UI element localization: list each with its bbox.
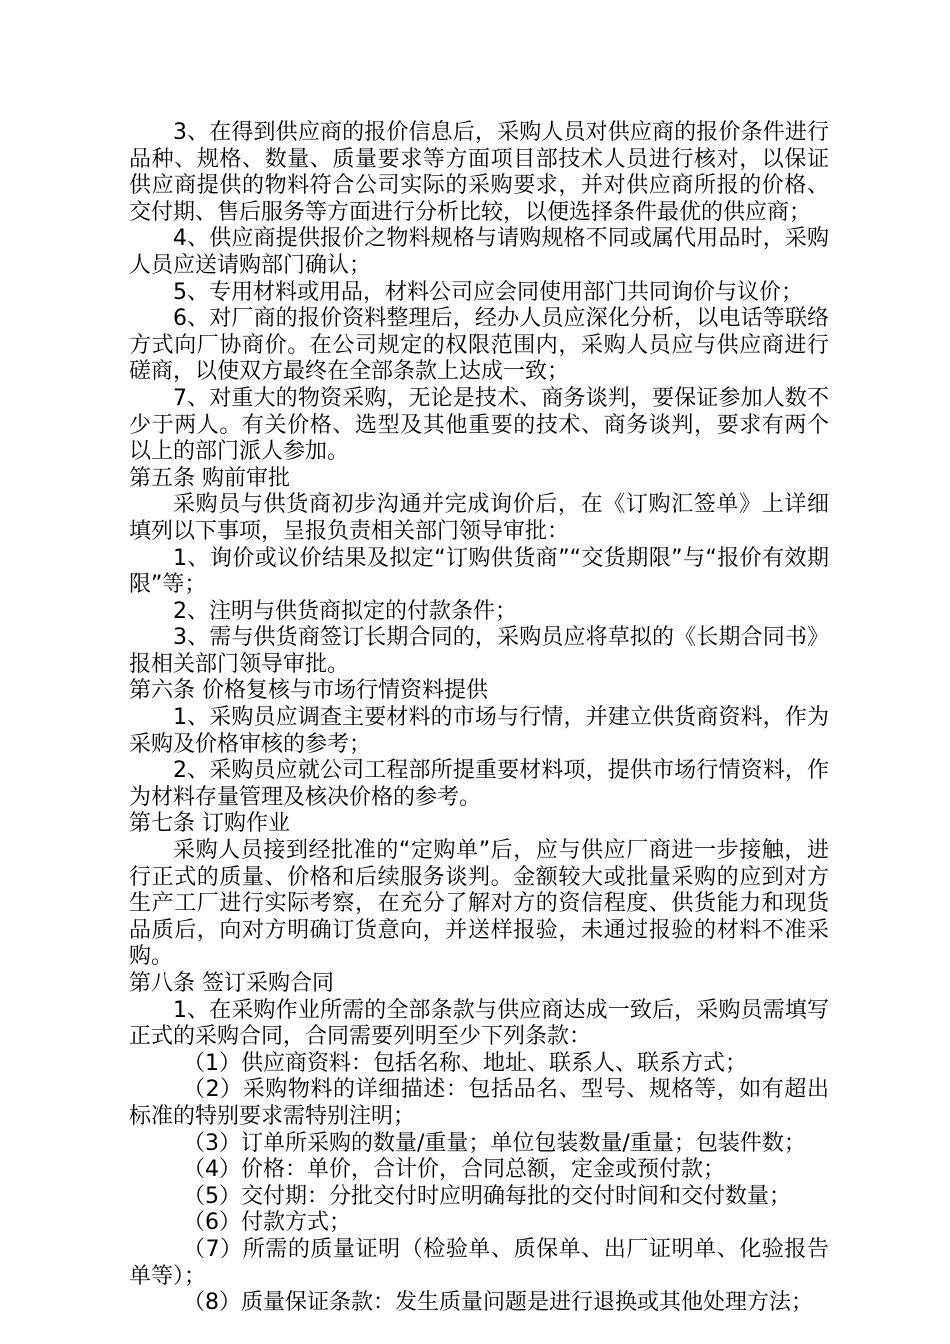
- paragraph-5-special-materials: 5、专用材料或用品，材料公司应会同使用部门共同询价与议价；: [173, 279, 803, 305]
- article-5-item-2: 2、注明与供货商拟定的付款条件；: [173, 598, 517, 624]
- paragraph-7-major-purchase: 7、对重大的物资采购，无论是技术、商务谈判，要保证参加人数不少于两人。有关价格、选型及其他重要的技术、商务谈判，要求有两个以上的部门派人参加。: [129, 385, 829, 465]
- contract-term-4: （4）价格：单价，合计价，合同总额，定金或预付款；: [183, 1157, 725, 1183]
- article-5-item-1: 1、询价或议价结果及拟定“订购供货商”“交货期限”与“报价有效期限”等；: [129, 545, 829, 598]
- article-6-item-1: 1、采购员应调查主要材料的市场与行情，并建立供货商资料，作为采购及价格审核的参考；: [129, 705, 829, 757]
- contract-term-1: （1）供应商资料：包括名称、地址、联系人、联系方式；: [183, 1050, 747, 1076]
- article-5-heading: 第五条 购前审批: [129, 465, 290, 491]
- paragraph-4-spec-confirm: 4、供应商提供报价之物料规格与请购规格不同或属代用品时，采购人员应送请购部门确认；: [129, 226, 829, 278]
- contract-term-2: （2）采购物料的详细描述：包括品名、型号、规格等，如有超出标准的特别要求需特别注明；: [129, 1077, 829, 1129]
- article-7-body: 采购人员接到经批准的“定购单”后，应与供应厂商进一步接触，进行正式的质量、价格和后续服务谈判。金额较大或批量采购的应到对方生产工厂进行实际考察，在充分了解对方的资信程度、供货能力和现货品质后，向对方明确订货意向，并送样报验，未通过报验的材料不准采购。: [129, 838, 829, 970]
- article-8-item-1: 1、在采购作业所需的全部条款与供应商达成一致后，采购员需填写正式的采购合同，合同需要列明至少下列条款：: [129, 997, 829, 1050]
- article-5-item-3: 3、需与供货商签订长期合同的，采购员应将草拟的《长期合同书》报相关部门领导审批。: [129, 625, 829, 677]
- contract-term-6: （6）付款方式；: [183, 1210, 351, 1236]
- paragraph-3-quote-check: 3、在得到供应商的报价信息后，采购人员对供应商的报价条件进行品种、规格、数量、质量要求等方面项目部技术人员进行核对，以保证供应商提供的物料符合公司实际的采购要求，并对供应商所报的价格、交付期、售后服务等方面进行分析比较，以便选择条件最优的供应商；: [129, 120, 829, 225]
- article-7-heading: 第七条 订购作业: [129, 811, 290, 837]
- article-8-heading: 第八条 签订采购合同: [129, 971, 334, 996]
- paragraph-6-negotiation: 6、对厂商的报价资料整理后，经办人员应深化分析，以电话等联络方式向厂协商价。在公司规定的权限范围内，采购人员应与供应商进行磋商，以使双方最终在全部条款上达成一致；: [129, 306, 829, 385]
- document-page: [129, 120, 829, 1317]
- article-6-heading: 第六条 价格复核与市场行情资料提供: [129, 678, 488, 704]
- contract-term-5: （5）交付期：分批交付时应明确每批的交付时间和交付数量；: [183, 1183, 791, 1209]
- article-5-intro: 采购员与供货商初步沟通并完成询价后，在《订购汇签单》上详细填列以下事项，呈报负责相关部门领导审批：: [129, 492, 829, 544]
- contract-term-3: （3）订单所采购的数量/重量；单位包装数量/重量；包装件数；: [183, 1130, 806, 1156]
- article-6-item-2: 2、采购员应就公司工程部所提重要材料项，提供市场行情资料，作为材料存量管理及核决价格的参考。: [129, 758, 829, 810]
- contract-term-8: （8）质量保证条款：发生质量问题是进行退换或其他处理方法；: [183, 1290, 813, 1316]
- contract-term-7: （7）所需的质量证明（检验单、质保单、出厂证明单、化验报告单等）；: [129, 1236, 829, 1289]
